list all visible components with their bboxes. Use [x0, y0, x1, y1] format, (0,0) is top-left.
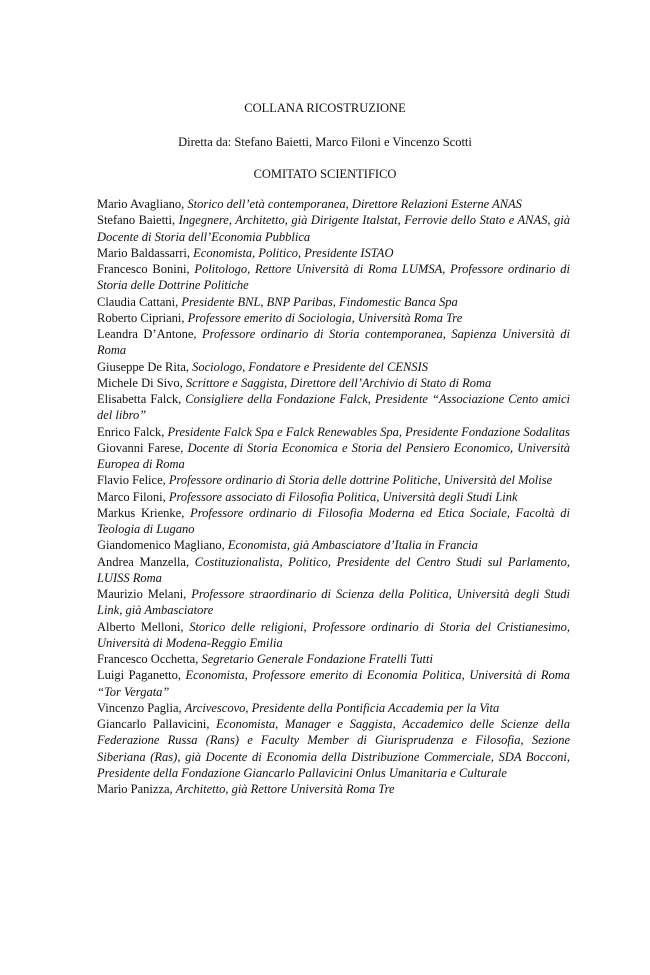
member-name: Mario Avagliano, [97, 197, 188, 211]
member-role: Economista, Professore emerito di Economia Politica, Università di Roma “Tor Vergata” [97, 668, 571, 699]
committee-member [97, 505, 570, 538]
member-name: Vincenzo Paglia, [97, 700, 185, 715]
member-name: Elisabetta Falck, [97, 392, 186, 406]
member-role: Presidente Falck Spa e Falck Renewables Spa, Presidente Fondazione Sodalitas [167, 424, 570, 439]
committee-member [97, 424, 570, 440]
member-role: Politologo, Rettore Università di Roma LUMSA, Professore ordinario di Storia delle Dottrine Politiche [97, 262, 570, 293]
member-role: Docente di Storia Economica e Storia del Pensiero Economico, Università Europea di Roma [97, 440, 570, 471]
committee-member [97, 326, 570, 359]
member-role: Professore associato di Filosofia Politica, Università degli Studi Link [168, 489, 518, 504]
member-role: Presidente BNL, BNP Paribas, Findomestic Banca Spa [181, 294, 458, 309]
committee-member [97, 375, 570, 391]
series-title: COLLANA RICOSTRUZIONE [244, 101, 406, 115]
committee-member [97, 651, 570, 667]
committee-member [97, 716, 570, 781]
member-name: Mario Baldassarri, [97, 245, 194, 260]
committee-member [97, 359, 570, 375]
committee-member [97, 586, 570, 619]
committee-member [97, 196, 570, 212]
committee-member [97, 261, 570, 294]
committee-member [97, 554, 570, 587]
member-role: Storico dell’età contemporanea, Direttore Relazioni Esterne ANAS [187, 197, 522, 211]
member-name: Claudia Cattani, [97, 294, 182, 309]
member-role: Economista, Manager e Saggista, Accademico delle Scienze della Federazione Russa (Rans) e Faculty Member di Giurisprudenza e Filosofia, Sezione Siberiana (Ras), già Docente di Economia della Distribuzione Commerciale, SDA Bocconi, Presidente della Fondazione Giancarlo Pallavicini Onlus Umanitaria e Culturale [97, 717, 570, 780]
member-role: Professore emerito di Sociologia, Università Roma Tre [187, 310, 463, 325]
member-name: Mario Panizza, [97, 782, 176, 796]
committee-member [97, 310, 570, 326]
member-role: Professore ordinario di Filosofia Moderna ed Etica Sociale, Facoltà di Teologia di Lugano [97, 505, 570, 536]
member-role: Architetto, già Rettore Università Roma Tre [175, 782, 395, 796]
committee-member [97, 440, 570, 473]
committee-member [97, 391, 570, 424]
committee-member [97, 472, 570, 488]
member-role: Professore straordinario di Scienza della Politica, Università degli Studi Link, già Ambasciatore [97, 587, 570, 618]
member-name: Francesco Bonini, [97, 262, 195, 276]
member-name: Giovanni Farese, [97, 440, 188, 455]
committee-member [97, 667, 570, 700]
committee-member [97, 619, 570, 652]
member-name: Giandomenico Magliano, [97, 538, 228, 553]
member-name: Markus Krienke, [97, 505, 191, 520]
member-name: Leandra D’Antone, [97, 327, 203, 341]
member-name: Giancarlo Pallavicini, [97, 717, 217, 731]
committee-member [97, 700, 570, 716]
member-role: Sociologo, Fondatore e Presidente del CENSIS [192, 359, 428, 374]
member-role: Arcivescovo, Presidente della Pontificia Accademia per la Vita [184, 700, 500, 715]
committee-member [97, 781, 570, 797]
member-name: Giuseppe De Rita, [97, 359, 193, 374]
committee-member [97, 212, 570, 245]
member-name: Francesco Occhetta, [97, 652, 202, 666]
member-role: Professore ordinario di Storia delle dottrine Politiche, Università del Molise [168, 473, 553, 488]
committee-title: COMITATO SCIENTIFICO [253, 167, 397, 181]
member-name: Flavio Felice, [97, 473, 169, 488]
committee-member [97, 294, 570, 310]
member-role: Segretario Generale Fondazione Fratelli Tutti [201, 652, 433, 666]
member-role: Costituzionalista, Politico, Presidente del Centro Studi sul Parlamento, LUISS Roma [97, 554, 570, 585]
editors-line: Diretta da: Stefano Baietti, Marco Filoni e Vincenzo Scotti [178, 135, 472, 149]
committee-member [97, 489, 570, 505]
member-role: Professore ordinario di Storia contemporanea, Sapienza Università di Roma [97, 327, 570, 358]
member-name: Maurizio Melani, [97, 587, 192, 601]
member-role: Consigliere della Fondazione Falck, Presidente “Associazione Cento amici del libro” [97, 392, 570, 423]
committee-member [97, 245, 570, 261]
member-role: Ingegnere, Architetto, già Dirigente Italstat, Ferrovie dello Stato e ANAS, già Docente di Storia dell’Economia Pubblica [97, 213, 570, 244]
member-name: Roberto Cipriani, [97, 310, 188, 325]
member-name: Marco Filoni, [97, 489, 169, 504]
committee-member-list [97, 196, 570, 797]
member-name: Alberto Melloni, [97, 619, 190, 634]
member-name: Enrico Falck, [97, 424, 168, 439]
member-name: Andrea Manzella, [97, 554, 195, 569]
member-name: Stefano Baietti, [97, 213, 179, 228]
committee-member [97, 537, 570, 553]
member-role: Economista, Politico, Presidente ISTAO [193, 245, 394, 260]
member-role: Economista, già Ambasciatore d’Italia in Francia [227, 538, 478, 553]
member-name: Luigi Paganetto, [97, 668, 186, 683]
member-name: Michele Di Sivo, [97, 375, 186, 390]
member-role: Scrittore e Saggista, Direttore dell’Archivio di Stato di Roma [185, 375, 492, 390]
member-role: Storico delle religioni, Professore ordinario di Storia del Cristianesimo, Università di Modena-Reggio Emilia [97, 619, 571, 650]
